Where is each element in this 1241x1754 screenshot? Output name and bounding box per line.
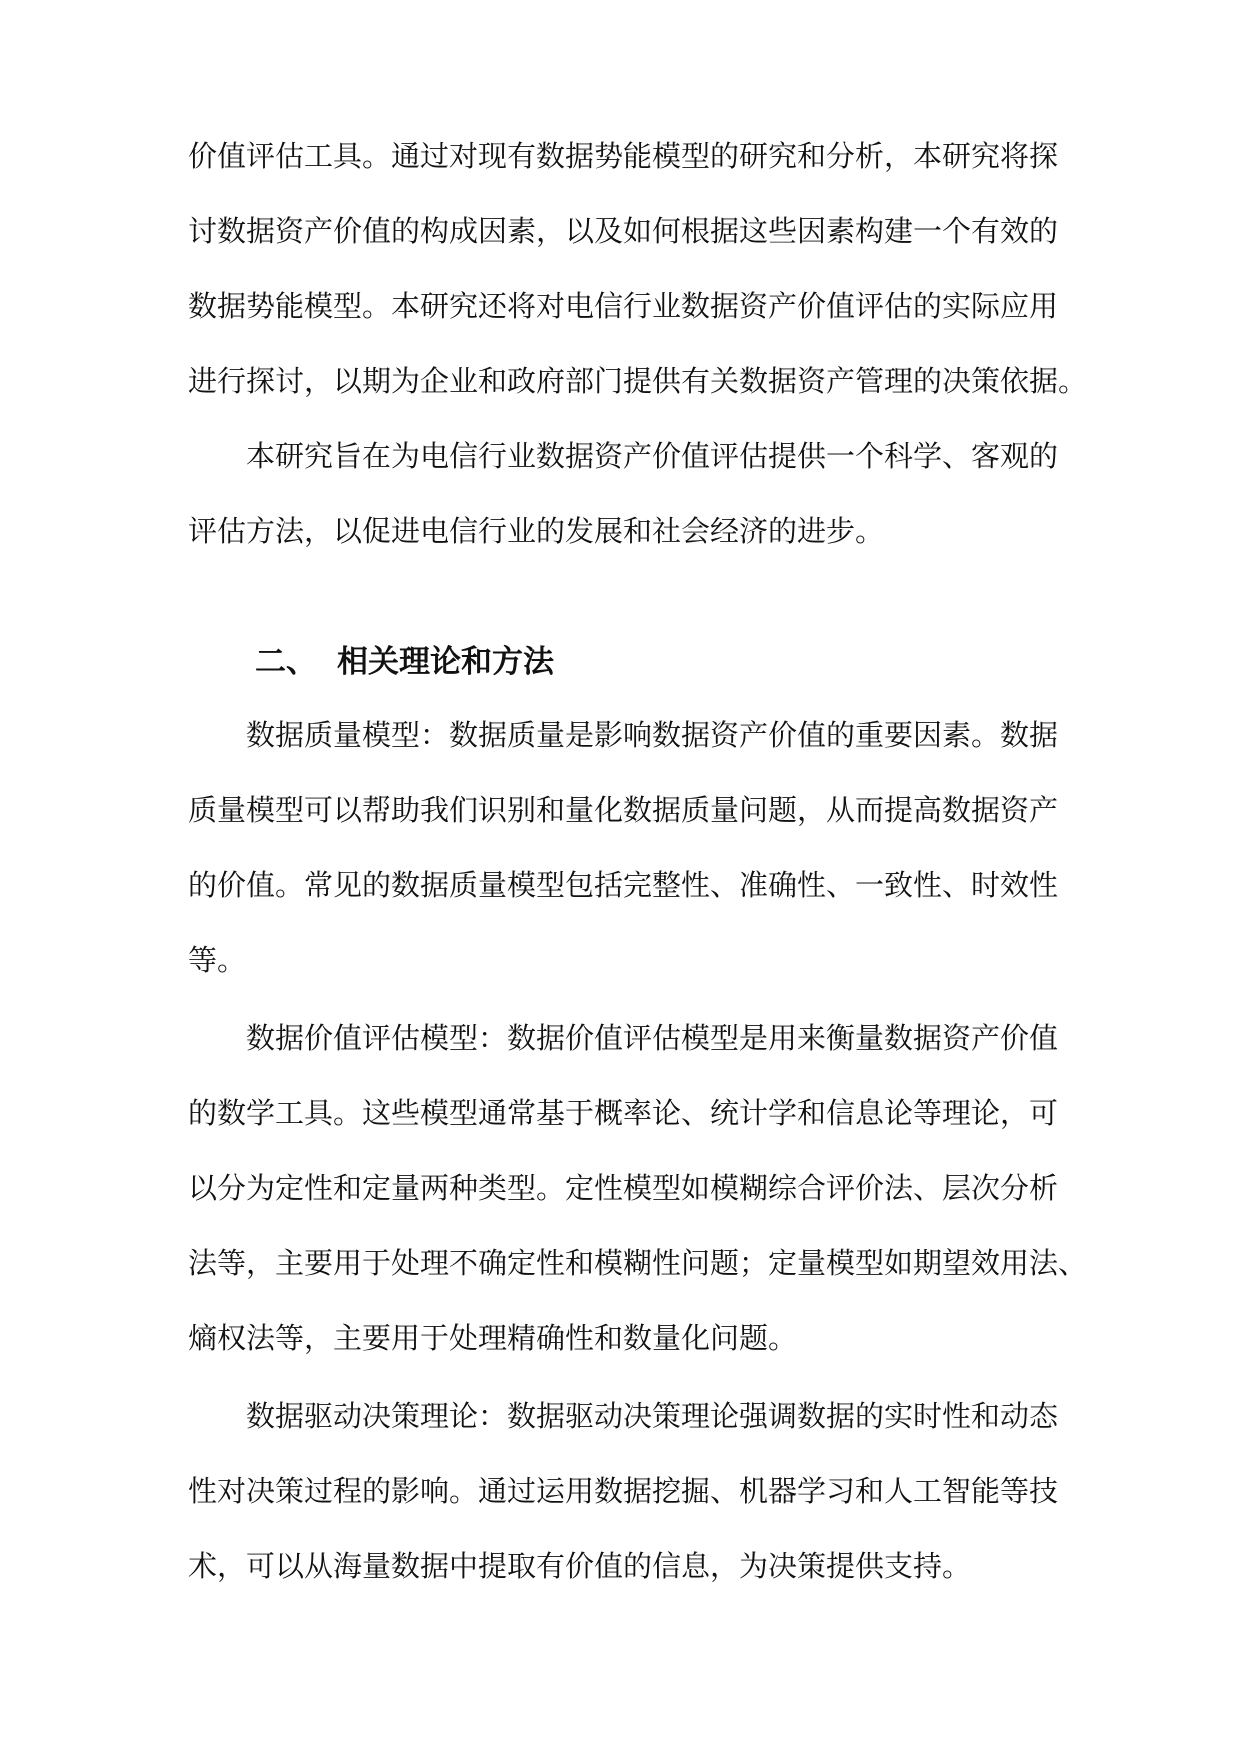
text-line: 等。 xyxy=(188,943,247,977)
section-heading xyxy=(255,640,554,684)
text-line: 的数学工具。这些模型通常基于概率论、统计学和信息论等理论，可 xyxy=(188,1096,1059,1130)
text-line: 数据质量模型：数据质量是影响数据资产价值的重要因素。数据 xyxy=(246,718,1059,752)
text-line: 熵权法等，主要用于处理精确性和数量化问题。 xyxy=(188,1321,798,1355)
text-line: 术，可以从海量数据中提取有价值的信息，为决策提供支持。 xyxy=(188,1549,972,1583)
text-line: 数据驱动决策理论：数据驱动决策理论强调数据的实时性和动态 xyxy=(246,1399,1059,1433)
text-line: 数据价值评估模型：数据价值评估模型是用来衡量数据资产价值 xyxy=(246,1021,1059,1055)
text-line: 以分为定性和定量两种类型。定性模型如模糊综合评价法、层次分析 xyxy=(188,1171,1059,1205)
section-title: 相关理论和方法 xyxy=(337,644,554,680)
text-line: 的价值。常见的数据质量模型包括完整性、准确性、一致性、时效性 xyxy=(188,868,1059,902)
text-line: 本研究旨在为电信行业数据资产价值评估提供一个科学、客观的 xyxy=(246,439,1059,473)
text-line: 价值评估工具。通过对现有数据势能模型的研究和分析，本研究将探 xyxy=(188,139,1059,173)
text-line: 法等，主要用于处理不确定性和模糊性问题；定量模型如期望效用法、 xyxy=(188,1246,1088,1280)
text-line: 数据势能模型。本研究还将对电信行业数据资产价值评估的实际应用 xyxy=(188,289,1059,323)
section-number: 二、 xyxy=(255,644,317,680)
text-line: 性对决策过程的影响。通过运用数据挖掘、机器学习和人工智能等技 xyxy=(188,1474,1059,1508)
text-line: 讨数据资产价值的构成因素，以及如何根据这些因素构建一个有效的 xyxy=(188,214,1059,248)
text-line: 评估方法，以促进电信行业的发展和社会经济的进步。 xyxy=(188,514,885,548)
text-line: 进行探讨，以期为企业和政府部门提供有关数据资产管理的决策依据。 xyxy=(188,364,1088,398)
text-line: 质量模型可以帮助我们识别和量化数据质量问题，从而提高数据资产 xyxy=(188,793,1059,827)
